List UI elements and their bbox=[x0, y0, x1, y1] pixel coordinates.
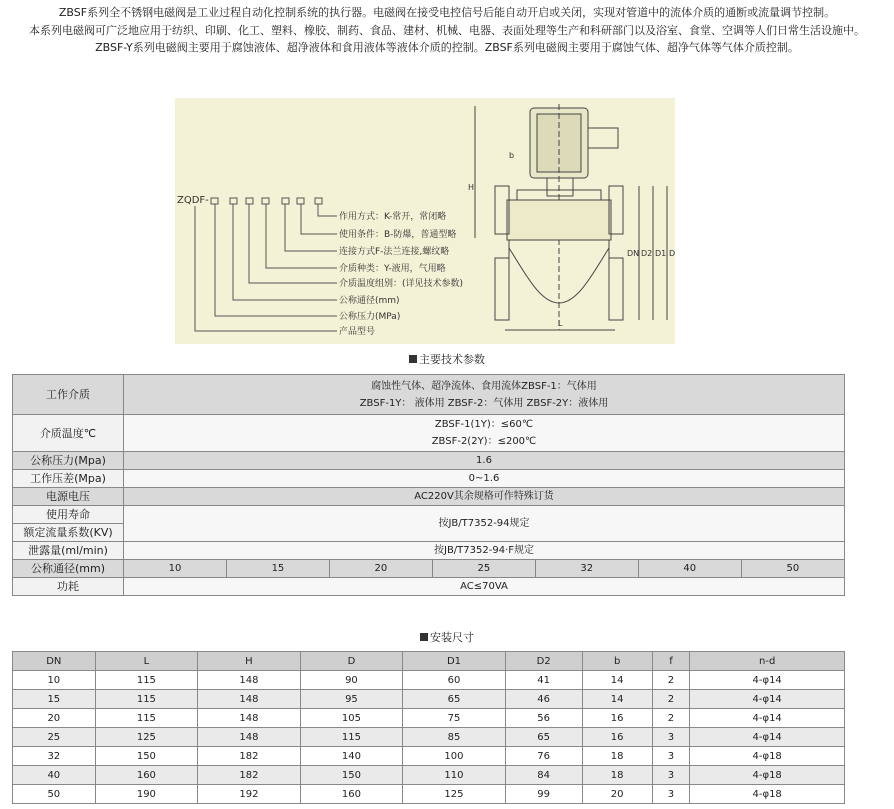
table-cell: 65 bbox=[505, 728, 582, 747]
table-row bbox=[13, 728, 845, 747]
pressure-label: 公称压力(Mpa) bbox=[13, 452, 124, 470]
dim-label-D: D bbox=[669, 249, 675, 258]
table-cell: 25 bbox=[13, 728, 96, 747]
medium-value: 腐蚀性气体、超净流体、食用流体ZBSF-1：气体用 ZBSF-1Y： 液体用 ZBSF-2：气体用 ZBSF-2Y：液体用 bbox=[124, 375, 845, 415]
diff-value: 0~1.6 bbox=[124, 470, 845, 488]
intro-text bbox=[0, 4, 894, 57]
table-row bbox=[13, 560, 845, 578]
dim-label-D2: D2 bbox=[641, 249, 653, 258]
table-row bbox=[13, 415, 845, 452]
table-row bbox=[13, 690, 845, 709]
valve-drawing bbox=[175, 98, 675, 344]
legend-leader-lines bbox=[195, 204, 337, 331]
table-cell: 4-φ14 bbox=[690, 690, 845, 709]
intro-line: 本系列电磁阀可广泛地应用于纺织、印刷、化工、塑料、橡胶、制药、食品、建材、机械、电器、表面处理等生产和科研部门以及浴室、食堂、空调等人们日常生活设施中。 bbox=[29, 23, 865, 37]
table-cell: 60 bbox=[403, 671, 506, 690]
table-cell: 190 bbox=[95, 785, 198, 804]
table-cell: 115 bbox=[95, 671, 198, 690]
table-cell: 14 bbox=[582, 671, 652, 690]
table-cell: 16 bbox=[582, 709, 652, 728]
life-flow-value: 按JB/T7352-94规定 bbox=[124, 506, 845, 542]
table-cell: 4-φ14 bbox=[690, 671, 845, 690]
header-cell: D2 bbox=[505, 652, 582, 671]
consumption-label: 功耗 bbox=[13, 578, 124, 596]
table-cell: 115 bbox=[300, 728, 403, 747]
table-cell: 115 bbox=[95, 709, 198, 728]
header-cell: H bbox=[198, 652, 301, 671]
legend-item: 产品型号 bbox=[339, 327, 376, 337]
dn-value: 10 bbox=[124, 560, 227, 578]
table-cell: 182 bbox=[198, 766, 301, 785]
valve-diagram bbox=[175, 98, 675, 344]
table-row bbox=[13, 671, 845, 690]
dn-value: 25 bbox=[432, 560, 535, 578]
table-cell: 192 bbox=[198, 785, 301, 804]
table-cell: 15 bbox=[13, 690, 96, 709]
dim-label-L: L bbox=[558, 319, 563, 328]
square-bullet-icon bbox=[409, 355, 417, 363]
flow-label: 额定流量系数(KV) bbox=[13, 524, 124, 542]
dims-table bbox=[12, 651, 845, 804]
table-cell: 14 bbox=[582, 690, 652, 709]
table-cell: 20 bbox=[582, 785, 652, 804]
power-value: AC220V其余规格可作特殊订货 bbox=[124, 488, 845, 506]
consumption-value: AC≤70VA bbox=[124, 578, 845, 596]
dn-value: 20 bbox=[329, 560, 432, 578]
dim-label-b: b bbox=[509, 151, 515, 160]
dn-value: 50 bbox=[741, 560, 844, 578]
table-row bbox=[13, 488, 845, 506]
medium-label: 工作介质 bbox=[13, 375, 124, 415]
table-cell: 18 bbox=[582, 766, 652, 785]
dn-value: 40 bbox=[638, 560, 741, 578]
table-cell: 148 bbox=[198, 709, 301, 728]
table-row bbox=[13, 747, 845, 766]
table-row bbox=[13, 785, 845, 804]
legend-item: 公称压力(MPa) bbox=[339, 312, 401, 322]
legend-item: 使用条件：B-防爆，普通型略 bbox=[339, 230, 457, 240]
table-cell: 10 bbox=[13, 671, 96, 690]
table-cell: 160 bbox=[300, 785, 403, 804]
section-title-dims: 安装尺寸 bbox=[0, 629, 894, 645]
header-cell: D bbox=[300, 652, 403, 671]
section-title-params: 主要技术参数 bbox=[0, 351, 894, 367]
table-row bbox=[13, 506, 845, 524]
table-cell: 125 bbox=[403, 785, 506, 804]
power-label: 电源电压 bbox=[13, 488, 124, 506]
header-cell: n-d bbox=[690, 652, 845, 671]
table-cell: 20 bbox=[13, 709, 96, 728]
table-cell: 148 bbox=[198, 728, 301, 747]
valve-body bbox=[475, 104, 667, 330]
table-cell: 125 bbox=[95, 728, 198, 747]
params-table bbox=[12, 374, 845, 596]
table-cell: 46 bbox=[505, 690, 582, 709]
table-cell: 4-φ18 bbox=[690, 785, 845, 804]
header-cell: f bbox=[652, 652, 690, 671]
table-cell: 76 bbox=[505, 747, 582, 766]
table-row bbox=[13, 452, 845, 470]
table-cell: 84 bbox=[505, 766, 582, 785]
dim-label-DN: DN bbox=[627, 249, 640, 258]
table-row bbox=[13, 578, 845, 596]
model-code: ZQDF- bbox=[177, 195, 209, 206]
leak-label: 泄露量(ml/min) bbox=[13, 542, 124, 560]
table-row bbox=[13, 375, 845, 415]
table-cell: 148 bbox=[198, 690, 301, 709]
table-cell: 115 bbox=[95, 690, 198, 709]
square-bullet-icon bbox=[420, 633, 428, 641]
legend-item: 介质种类：Y-液用，气用略 bbox=[339, 264, 446, 274]
table-cell: 3 bbox=[652, 785, 690, 804]
table-cell: 75 bbox=[403, 709, 506, 728]
dim-label-H: H bbox=[468, 183, 475, 192]
table-cell: 160 bbox=[95, 766, 198, 785]
table-cell: 110 bbox=[403, 766, 506, 785]
table-cell: 4-φ18 bbox=[690, 747, 845, 766]
legend-item: 连接方式F-法兰连接,螺纹略 bbox=[339, 247, 450, 257]
legend-item: 公称通径(mm) bbox=[339, 296, 400, 306]
table-cell: 85 bbox=[403, 728, 506, 747]
table-cell: 4-φ14 bbox=[690, 728, 845, 747]
dn-value: 15 bbox=[226, 560, 329, 578]
diff-label: 工作压差(Mpa) bbox=[13, 470, 124, 488]
header-cell: D1 bbox=[403, 652, 506, 671]
table-cell: 2 bbox=[652, 671, 690, 690]
table-row bbox=[13, 766, 845, 785]
header-cell: L bbox=[95, 652, 198, 671]
table-cell: 2 bbox=[652, 690, 690, 709]
intro-line: ZBSF-Y系列电磁阀主要用于腐蚀液体、超净液体和食用液体等液体介质的控制。ZBSF系列电磁阀主要用于腐蚀气体、超净气体等气体介质控制。 bbox=[95, 41, 799, 54]
header-cell: DN bbox=[13, 652, 96, 671]
table-row bbox=[13, 542, 845, 560]
table-cell: 3 bbox=[652, 747, 690, 766]
life-label: 使用寿命 bbox=[13, 506, 124, 524]
table-cell: 150 bbox=[300, 766, 403, 785]
table-cell: 18 bbox=[582, 747, 652, 766]
table-cell: 4-φ14 bbox=[690, 709, 845, 728]
table-cell: 41 bbox=[505, 671, 582, 690]
table-cell: 105 bbox=[300, 709, 403, 728]
table-cell: 3 bbox=[652, 728, 690, 747]
pressure-value: 1.6 bbox=[124, 452, 845, 470]
table-cell: 3 bbox=[652, 766, 690, 785]
table-cell: 100 bbox=[403, 747, 506, 766]
legend-item: 作用方式：K-常开，常闭略 bbox=[339, 212, 447, 222]
table-cell: 16 bbox=[582, 728, 652, 747]
model-boxes bbox=[211, 198, 322, 204]
table-header-row bbox=[13, 652, 845, 671]
dim-label-D1: D1 bbox=[655, 249, 667, 258]
intro-line: ZBSF系列全不锈钢电磁阀是工业过程自动化控制系统的执行器。电磁阀在接受电控信号后能自动开启或关闭，实现对管道中的流体介质的通断或流量调节控制。 bbox=[58, 6, 836, 19]
temp-value: ZBSF-1(1Y)：≤60℃ ZBSF-2(2Y)：≤200℃ bbox=[124, 415, 845, 452]
header-cell: b bbox=[582, 652, 652, 671]
legend-item: 介质温度组别：(详见技术参数) bbox=[339, 279, 464, 289]
table-cell: 99 bbox=[505, 785, 582, 804]
temp-label: 介质温度℃ bbox=[13, 415, 124, 452]
dn-value: 32 bbox=[535, 560, 638, 578]
table-cell: 95 bbox=[300, 690, 403, 709]
table-cell: 32 bbox=[13, 747, 96, 766]
table-cell: 40 bbox=[13, 766, 96, 785]
table-cell: 56 bbox=[505, 709, 582, 728]
table-cell: 90 bbox=[300, 671, 403, 690]
dn-label: 公称通径(mm) bbox=[13, 560, 124, 578]
table-cell: 140 bbox=[300, 747, 403, 766]
table-cell: 182 bbox=[198, 747, 301, 766]
table-cell: 2 bbox=[652, 709, 690, 728]
table-cell: 4-φ18 bbox=[690, 766, 845, 785]
table-cell: 65 bbox=[403, 690, 506, 709]
table-cell: 50 bbox=[13, 785, 96, 804]
table-row bbox=[13, 470, 845, 488]
leak-value: 按JB/T7352-94·F规定 bbox=[124, 542, 845, 560]
table-cell: 148 bbox=[198, 671, 301, 690]
table-cell: 150 bbox=[95, 747, 198, 766]
table-row bbox=[13, 709, 845, 728]
